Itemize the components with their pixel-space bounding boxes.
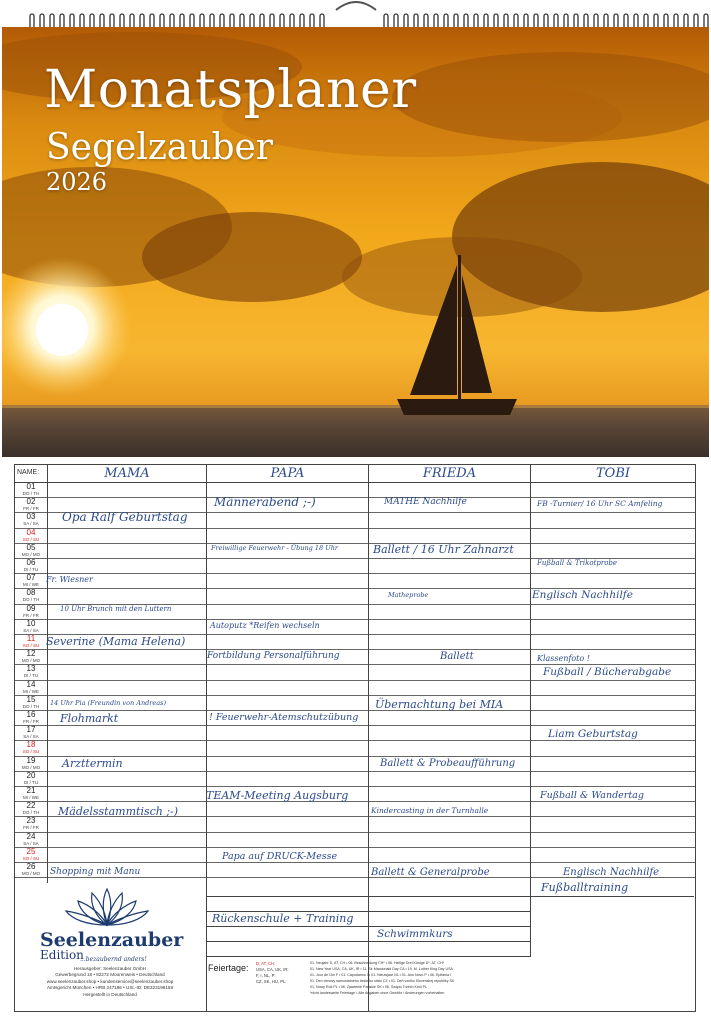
- publisher-info: [20, 966, 200, 998]
- day-name: FR / FR: [23, 719, 39, 724]
- day-number: 23: [26, 816, 36, 826]
- day-number: 14: [26, 679, 36, 689]
- day-cell: [15, 695, 47, 710]
- holiday-line: 01. Neujahr D, AT, CH • 06. Beschneidung CH* • 06. Heilige Drei Könige D*, AT, CH*: [310, 961, 445, 965]
- entry-papa: Papa auf DRUCK-Messe: [222, 851, 338, 862]
- entry-tobi: Fußball & Wandertag: [540, 790, 644, 801]
- entry-frieda: Schwimmkurs: [377, 928, 453, 940]
- entry-mama: Fr. Wiesner: [46, 575, 93, 584]
- divider-frieda-tobi: [530, 465, 531, 957]
- title-main: Monatsplaner: [44, 60, 417, 120]
- extra-line: [206, 911, 530, 912]
- day-name: MO / MO: [21, 871, 41, 876]
- day-cell: [15, 573, 47, 588]
- day-cell: [15, 801, 47, 816]
- day-number: 01: [26, 482, 36, 491]
- day-cell: [15, 634, 47, 649]
- entry-papa: TEAM-Meeting Augsburg: [206, 789, 349, 802]
- entry-mama: Shopping mit Manu: [50, 867, 141, 877]
- publisher-line: Hergestellt in Deutschland: [83, 991, 137, 997]
- entry-mama: 14 Uhr Pia (Freundin von Andreas): [50, 699, 167, 707]
- entry-frieda: Matheprobe: [388, 591, 429, 599]
- day-cell: [15, 619, 47, 634]
- logo-tagline: ...bezaubernd anders!: [80, 956, 147, 963]
- day-number: 15: [26, 694, 36, 704]
- entry-mama: Arzttermin: [62, 757, 123, 770]
- entry-mama: Flohmarkt: [60, 712, 119, 725]
- day-number: 10: [26, 618, 36, 628]
- entry-tobi: FB -Turnier/ 16 Uhr SC Amfeling: [537, 499, 663, 508]
- extra-line: [206, 896, 694, 897]
- day-number: 05: [26, 542, 36, 552]
- day-number: 22: [26, 801, 36, 811]
- entry-frieda: Übernachtung bei MIA: [375, 698, 504, 711]
- day-name: DO / TH: [22, 810, 40, 816]
- day-name: SA / SA: [23, 840, 39, 846]
- logo-edition: Edition: [40, 948, 84, 962]
- extra-line: [206, 941, 530, 942]
- column-head-papa: PAPA: [270, 466, 305, 481]
- day-name: SA / SA: [23, 734, 39, 740]
- holiday-line: 01. New Year USA, CA, UK, IR • 11. Sir Macdonald Day CA • 19. M. Luther King Day USA: [310, 966, 453, 971]
- day-cell: [15, 756, 47, 771]
- day-cell: [15, 604, 47, 619]
- day-row: [15, 573, 695, 589]
- entry-tobi: Liam Geburtstag: [548, 728, 638, 740]
- publisher-line: www.seelenzauber.shop • kundenservice@seelenzauber.shop: [46, 978, 174, 984]
- day-name: SO / SU: [22, 855, 40, 861]
- entry-tobi: Fußballtraining: [541, 881, 629, 894]
- day-name: MO / MO: [21, 551, 41, 557]
- day-cell: [15, 543, 47, 558]
- logo-name: Seelenzauber: [40, 929, 184, 951]
- day-cell: [15, 740, 47, 755]
- name-label: NAME:: [17, 469, 40, 476]
- day-number: 16: [26, 710, 36, 719]
- country-code-line: D, AT, CH:: [256, 961, 276, 966]
- day-number: 26: [26, 862, 36, 871]
- holiday-line: 01. Jour de l'An F • 01. Capodanno I • 01. Nieuwjaar NL • 01. Ano Novo P • 06. Epifania I: [310, 972, 451, 977]
- day-row: [15, 832, 695, 848]
- day-number: 24: [26, 831, 36, 841]
- entry-frieda: Ballett & Generalprobe: [371, 867, 490, 878]
- divider-day: [47, 465, 48, 883]
- day-name: MI / WE: [23, 582, 39, 588]
- country-code-line: F, I, NL, P:: [256, 973, 276, 978]
- holidays-list: [310, 961, 530, 996]
- extra-line: [206, 926, 530, 927]
- day-name: MI / WE: [23, 688, 39, 694]
- day-name: SA / SA: [23, 521, 39, 527]
- day-number: 19: [26, 755, 36, 765]
- day-cell: [15, 512, 47, 527]
- day-name: DI / TU: [23, 779, 39, 785]
- holiday-line: 01. Den obnovy samostatného českého státu CZ • 01. Deň vzniku Slovenskej republiky SK: [310, 978, 455, 983]
- entry-tobi: Klassenfoto !: [537, 654, 590, 663]
- day-cell: [15, 710, 47, 725]
- publisher-line: Herausgeber: Seelenzauber GmbH: [73, 966, 146, 971]
- day-cell: [15, 786, 47, 801]
- day-cell: [15, 649, 47, 664]
- entry-frieda: Ballett / 16 Uhr Zahnarzt: [373, 543, 514, 556]
- day-name: MI / WE: [23, 795, 39, 800]
- day-name: SO / SU: [22, 749, 40, 755]
- day-number: 25: [26, 846, 36, 856]
- holidays-country-codes: [256, 961, 289, 985]
- entry-papa: Fortbildung Personalführung: [207, 651, 340, 661]
- day-name: DO / TH: [22, 597, 40, 603]
- day-cell: [15, 664, 47, 679]
- country-code-line: CZ, SK, HU, PL:: [256, 979, 287, 984]
- day-row: [15, 847, 695, 863]
- column-head-mama: MAMA: [104, 466, 150, 481]
- day-name: FR / FR: [23, 825, 39, 831]
- column-head-frieda: FRIEDA: [422, 466, 477, 481]
- country-code-line: USA, CA, UK, IR:: [256, 967, 289, 972]
- holiday-line: *nicht landesweite Feiertage • Alle Angaben ohne Gewähr / Änderungen vorbehalten: [310, 990, 445, 995]
- entry-papa: Freiwillige Feuerwehr - Übung 18 Uhr: [211, 544, 339, 552]
- day-cell: [15, 497, 47, 512]
- entry-tobi: Englisch Nachhilfe: [563, 867, 660, 878]
- day-number: 21: [26, 786, 36, 795]
- day-cell: [15, 588, 47, 603]
- day-cell: [15, 725, 47, 740]
- publisher-line: Gewerbegrund 18 • 82272 Moorenweis • Deutschland: [55, 972, 165, 978]
- entry-papa: Männerabend ;-): [214, 495, 316, 509]
- day-number: 02: [26, 497, 36, 507]
- entry-frieda: MATHE Nachhilfe: [384, 497, 467, 507]
- day-number: 13: [26, 664, 36, 674]
- day-name: SA / SA: [23, 627, 39, 633]
- day-cell: [15, 528, 47, 543]
- day-number: 12: [26, 649, 36, 659]
- day-number: 04: [26, 527, 36, 537]
- day-row: [15, 528, 695, 544]
- day-name: SO / SU: [22, 536, 40, 542]
- day-name: DI / TU: [23, 673, 39, 679]
- day-row: [15, 619, 695, 635]
- day-name: MO / MO: [21, 764, 41, 770]
- day-name: FR / FR: [23, 612, 39, 618]
- holiday-line: 01. Nowy Rok PL • 06. Zjawienie Pańskie SK • 06. Święto Trzech Króli PL: [310, 984, 428, 989]
- day-row: [15, 649, 695, 665]
- entry-mama: 10 Uhr Brunch mit den Luttern: [60, 605, 172, 613]
- day-number: 07: [26, 573, 36, 583]
- day-name: FR / FR: [23, 506, 39, 512]
- title-year: 2026: [46, 168, 108, 196]
- day-name: MO / MO: [21, 658, 41, 664]
- day-name: DO / TH: [22, 491, 40, 496]
- entry-frieda: Ballett: [440, 651, 474, 662]
- day-cell: [15, 680, 47, 695]
- lotus-logo-icon: [62, 887, 152, 927]
- publisher-line: Amtsgericht München • HRB 247186 • USt.-ID: DE323198159: [46, 985, 174, 991]
- day-cell: [15, 816, 47, 831]
- title-sub: Segelzauber: [46, 127, 274, 168]
- entry-frieda: Kindercasting in der Turnhalle: [371, 806, 489, 815]
- day-cell: [15, 832, 47, 847]
- planner-header-row: [15, 465, 695, 483]
- entry-frieda: Ballett & Probeaufführung: [380, 758, 516, 769]
- day-number: 08: [26, 588, 36, 598]
- entry-tobi: Fußball / Bücherabgabe: [543, 666, 672, 678]
- day-cell: [15, 482, 47, 497]
- divider-mama-papa: [206, 465, 207, 1011]
- entry-papa: Autoputz *Reifen wechseln: [210, 621, 320, 630]
- entry-papa: ! Feuerwehr-Atemschutzübung: [209, 712, 359, 723]
- day-cell: [15, 771, 47, 786]
- day-name: SO / SU: [22, 643, 40, 648]
- column-head-tobi: TOBI: [595, 466, 631, 481]
- day-row: [15, 771, 695, 787]
- day-number: 17: [26, 725, 36, 735]
- hanger-hook: [336, 2, 376, 10]
- day-number: 20: [26, 770, 36, 780]
- day-row: [15, 740, 695, 756]
- day-number: 09: [26, 603, 36, 613]
- divider-papa-frieda: [368, 465, 369, 1011]
- day-number: 06: [26, 558, 36, 567]
- day-number: 11: [26, 634, 36, 643]
- entry-tobi: Fußball & Trikotprobe: [537, 559, 618, 567]
- day-cell: [15, 558, 47, 573]
- day-number: 18: [26, 740, 36, 750]
- entry-mama: Mädelsstammtisch ;-): [58, 805, 179, 818]
- day-number: 03: [26, 512, 36, 522]
- day-cell: [15, 862, 47, 877]
- day-cell: [15, 847, 47, 862]
- entry-mama: Opa Ralf Geburtstag: [62, 510, 188, 524]
- day-row: [15, 680, 695, 696]
- entry-papa: Rückenschule + Training: [212, 912, 354, 925]
- holidays-label: Feiertage:: [208, 963, 249, 973]
- day-name: DO / TH: [22, 703, 40, 709]
- day-name: DI / TU: [23, 567, 39, 572]
- entry-tobi: Englisch Nachhilfe: [532, 589, 633, 601]
- entry-mama: Severine (Mama Helena): [46, 635, 186, 648]
